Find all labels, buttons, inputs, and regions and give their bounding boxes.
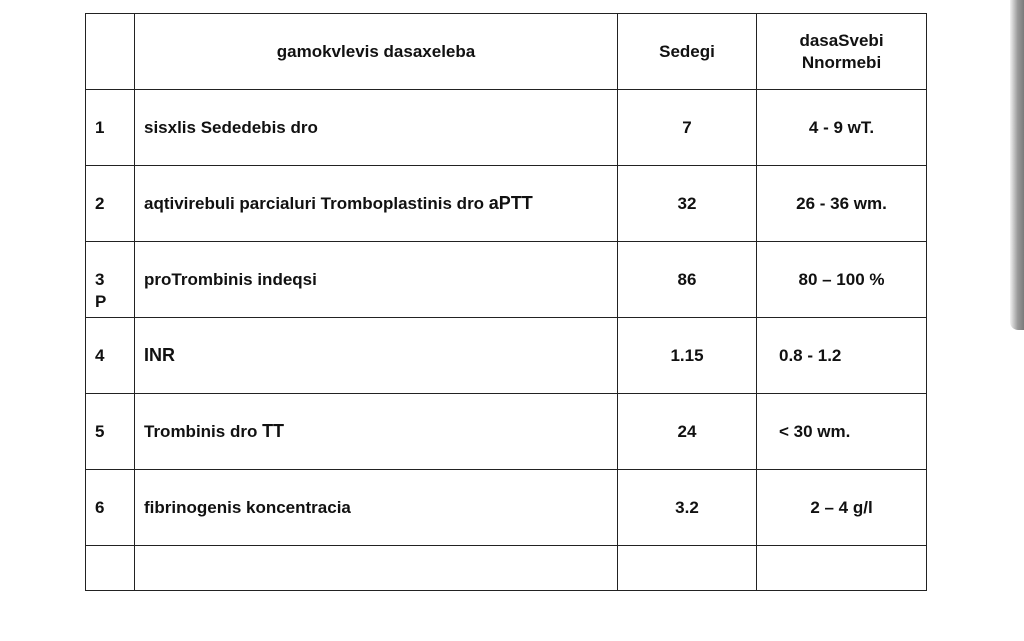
test-name-cell — [135, 318, 618, 394]
page-edge-shadow — [1010, 0, 1024, 330]
row-number: 5 — [86, 394, 135, 470]
table-row — [86, 394, 927, 470]
test-name: Trombinis dro — [144, 422, 263, 441]
empty-cell — [135, 546, 618, 591]
test-name: proTrombinis indeqsi — [144, 269, 317, 289]
test-name-cell — [135, 242, 618, 318]
test-name: fibrinogenis koncentracia — [144, 497, 351, 517]
norm-range: 80 – 100 % — [757, 242, 927, 318]
row-number: 1 — [86, 90, 135, 166]
row-number-cell — [86, 242, 135, 318]
row-number: 3 — [95, 269, 105, 289]
test-name-cell — [135, 470, 618, 546]
row-number: 6 — [86, 470, 135, 546]
result-value: 32 — [618, 166, 757, 242]
result-value: 7 — [618, 90, 757, 166]
row-number: 2 — [86, 166, 135, 242]
table-row — [86, 242, 927, 318]
table-row — [86, 470, 927, 546]
test-name-cell — [135, 394, 618, 470]
result-value: 1.15 — [618, 318, 757, 394]
row-number-suffix: P — [95, 291, 107, 311]
result-value: 86 — [618, 242, 757, 318]
table-row — [86, 90, 927, 166]
row-number-wrap — [95, 269, 106, 313]
test-name-cell — [135, 90, 618, 166]
result-value: 3.2 — [618, 470, 757, 546]
header-norm-line2: Nnormebi — [801, 52, 882, 72]
header-result-cell: Sedegi — [618, 14, 757, 90]
empty-cell — [618, 546, 757, 591]
table-header-row — [86, 14, 927, 90]
empty-row — [86, 546, 927, 591]
norm-range: 4 - 9 wT. — [757, 90, 927, 166]
header-norm-line1: dasaSvebi — [799, 30, 884, 50]
row-number: 4 — [86, 318, 135, 394]
table-row — [86, 166, 927, 242]
header-name-cell: gamokvlevis dasaxeleba — [135, 14, 618, 90]
norm-range: < 30 wm. — [757, 394, 927, 470]
test-name: aqtivirebuli parcialuri Tromboplastinis dro — [144, 194, 489, 213]
header-norm-cell — [757, 14, 927, 90]
norm-range: 0.8 - 1.2 — [757, 318, 927, 394]
empty-cell — [86, 546, 135, 591]
test-abbreviation: TT — [262, 421, 285, 441]
test-abbreviation: aPTT — [488, 193, 533, 213]
norm-range: 26 - 36 wm. — [757, 166, 927, 242]
norm-range: 2 – 4 g/l — [757, 470, 927, 546]
table-row — [86, 318, 927, 394]
result-value: 24 — [618, 394, 757, 470]
lab-results-table — [85, 13, 927, 591]
empty-cell — [757, 546, 927, 591]
test-name-cell — [135, 166, 618, 242]
header-num-cell — [86, 14, 135, 90]
test-abbreviation: INR — [144, 345, 175, 365]
test-name: sisxlis Sededebis dro — [144, 117, 318, 137]
